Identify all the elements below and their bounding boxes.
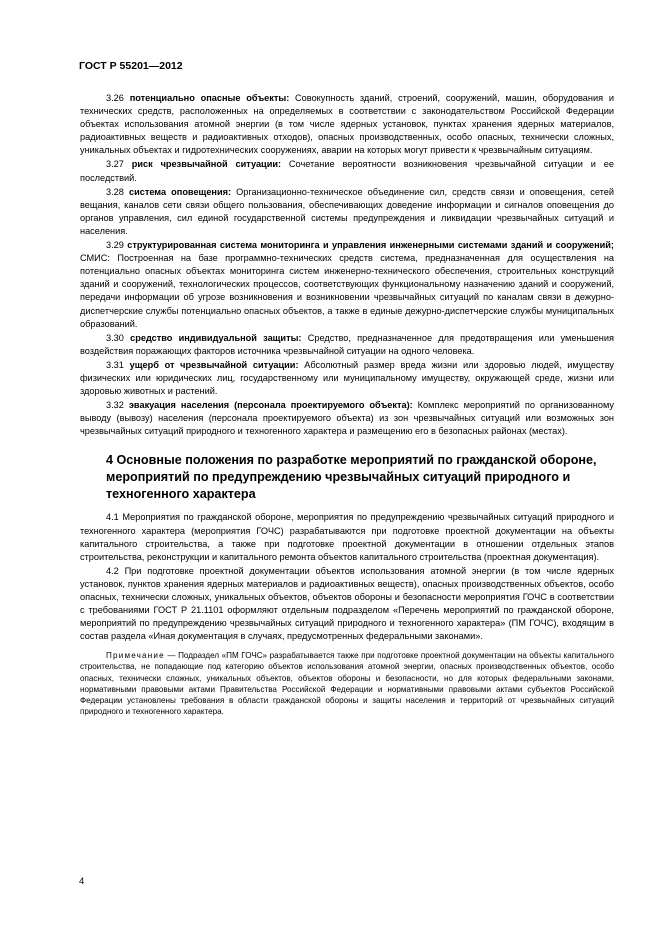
definition-number: 3.28 [106, 186, 124, 197]
definition-number: 3.27 [106, 159, 124, 170]
definition-text: Сочетание вероятности возникновения чрезвычайной ситуации и ее последствий. [80, 159, 614, 183]
definition-number: 3.30 [106, 332, 124, 343]
note-label: Примечание [106, 651, 165, 661]
note-text: — Подраздел «ПМ ГОЧС» разрабатывается также при подготовке проектной документации на объекты капитального строительства, не попадающие под категорию объектов использования атомной энергии, опасных производственных объектов, особо опасных, технически сложных, уникальных объектов, объектов обороны и безопасности, но для которых федеральными законами, нормативными правовыми актами Правительства Российской Федерации и нормативными правовыми актами субъектов Российской Федерации установлены требования в области гражданской обороны и защиты населения и территорий от чрезвычайных ситуаций природного и техногенного характера. [80, 651, 614, 716]
definition-3-31 [80, 359, 614, 398]
definition-number: 3.29 [106, 240, 124, 251]
definition-term: структурированная система мониторинга и управления инженерными системами зданий и сооружений; [127, 240, 614, 251]
definition-number: 3.26 [106, 93, 124, 103]
section-4-paragraph-2: 4.2 При подготовке проектной документации объектов использования атомной энергии (в том числе ядерных установок, пунктов хранения ядерных материалов и радиоактивных веществ), опасных производственных объектов, особо опасных, технически сложных, уникальных объектов, объектов обороны и безопасности мероприятия ГОЧС в соответствии с требованиями ГОСТ Р 21.1101 оформляют отдельным подразделом «Перечень мероприятий по гражданской обороне, мероприятий по предупреждению чрезвычайных ситуаций природного и техногенного характера» (ПМ ГОЧС), входящим в состав раздела «Иная документация в случаях, предусмотренных федеральными законами». [80, 565, 614, 642]
definition-term: ущерб от чрезвычайной ситуации: [129, 359, 299, 370]
definition-text: Организационно-техническое объединение сил, средств связи и оповещения, сетей вещания, каналов сети связи общего пользования, обеспечивающих доведение информации и сигналов оповещения до органов управления, сил единой государственной системы предупреждения и ликвидации чрезвычайных ситуаций и населения. [80, 186, 614, 236]
page-number: 4 [79, 876, 85, 887]
document-body [80, 92, 614, 717]
definition-number: 3.32 [106, 400, 124, 411]
definition-3-28 [80, 186, 614, 238]
definition-text: Средство, предназначенное для предотвращения или уменьшения воздействия поражающих факторов источника чрезвычайной ситуации на одного человека. [80, 332, 614, 356]
definition-3-32 [80, 399, 614, 438]
definition-term: потенциально опасные объекты: [129, 93, 290, 103]
definition-3-26 [80, 92, 614, 157]
definition-term: эвакуация населения (персонала проектируемого объекта): [128, 400, 413, 411]
definition-3-27 [80, 158, 614, 184]
section-4-title: 4 Основные положения по разработке мероприятий по гражданской обороне, мероприятий по предупреждению чрезвычайных ситуаций природного и техногенного характера [106, 453, 597, 502]
definition-3-29 [80, 239, 614, 331]
definition-3-30 [80, 332, 614, 358]
note [80, 650, 614, 717]
definition-text: Комплекс мероприятий по организованному выводу (вывозу) населения (персонала проектируемого объекта) из зон чрезвычайных ситуаций или возможных зон чрезвычайных ситуаций природного и техногенного характера и размещению его в безопасных районах (местах). [80, 400, 614, 437]
definition-term: средство индивидуальной защиты: [130, 332, 302, 343]
section-4-paragraph-1: 4.1 Мероприятия по гражданской обороне, мероприятия по предупреждению чрезвычайных ситуаций природного и техногенного характера (мероприятия ГОЧС) разрабатываются при подготовке проектной документации на объекты капитального строительства, а также при подготовке проектной документации в отношении отдельных этапов строительства, реконструкции и капитального ремонта объектов капитального строительства (проектная документация). [80, 512, 614, 562]
definition-text: СМИС: Построенная на базе программно-технических средств система, предназначенная для осуществления на потенциально опасных объектах мониторинга систем инженерно-технического обеспечения, строительных конструкций зданий и сооружений, технологических процессов, соответствующих функциональному назначению зданий и сооружений, передачи информации об угрозе возникновения и возникновении чрезвычайных ситуаций по каналам связи в дежурно-диспетчерские службы потенциально опасных объектов, а также в единые дежурно-диспетчерские службы муниципальных образований. [80, 253, 614, 329]
definition-number: 3.31 [106, 359, 124, 370]
definition-term: система оповещения: [128, 186, 232, 197]
definition-text: Абсолютный размер вреда жизни или здоровью людей, имуществу физических или юридических лиц, государственному или муниципальному имуществу, окружающей среде, жизни или здоровью животных и растений. [80, 359, 614, 397]
definition-text: Совокупность зданий, строений, сооружений, машин, оборудования и технических средств, расположенных на определяемых в соответствии с законодательством Российской Федерации объектах использования атомной энергии (в том числе ядерных установок, пунктах хранения ядерных материалов, радиоактивных веществ и радиоактивных отходов), опасных производственных, особо опасных, технически сложных, уникальных объектах и гидротехнических сооружениях, аварии на которых могут привести к чрезвычайным ситуациям. [80, 93, 614, 156]
document-code-header: ГОСТ Р 55201—2012 [79, 60, 183, 72]
definition-term: риск чрезвычайной ситуации: [131, 159, 282, 170]
